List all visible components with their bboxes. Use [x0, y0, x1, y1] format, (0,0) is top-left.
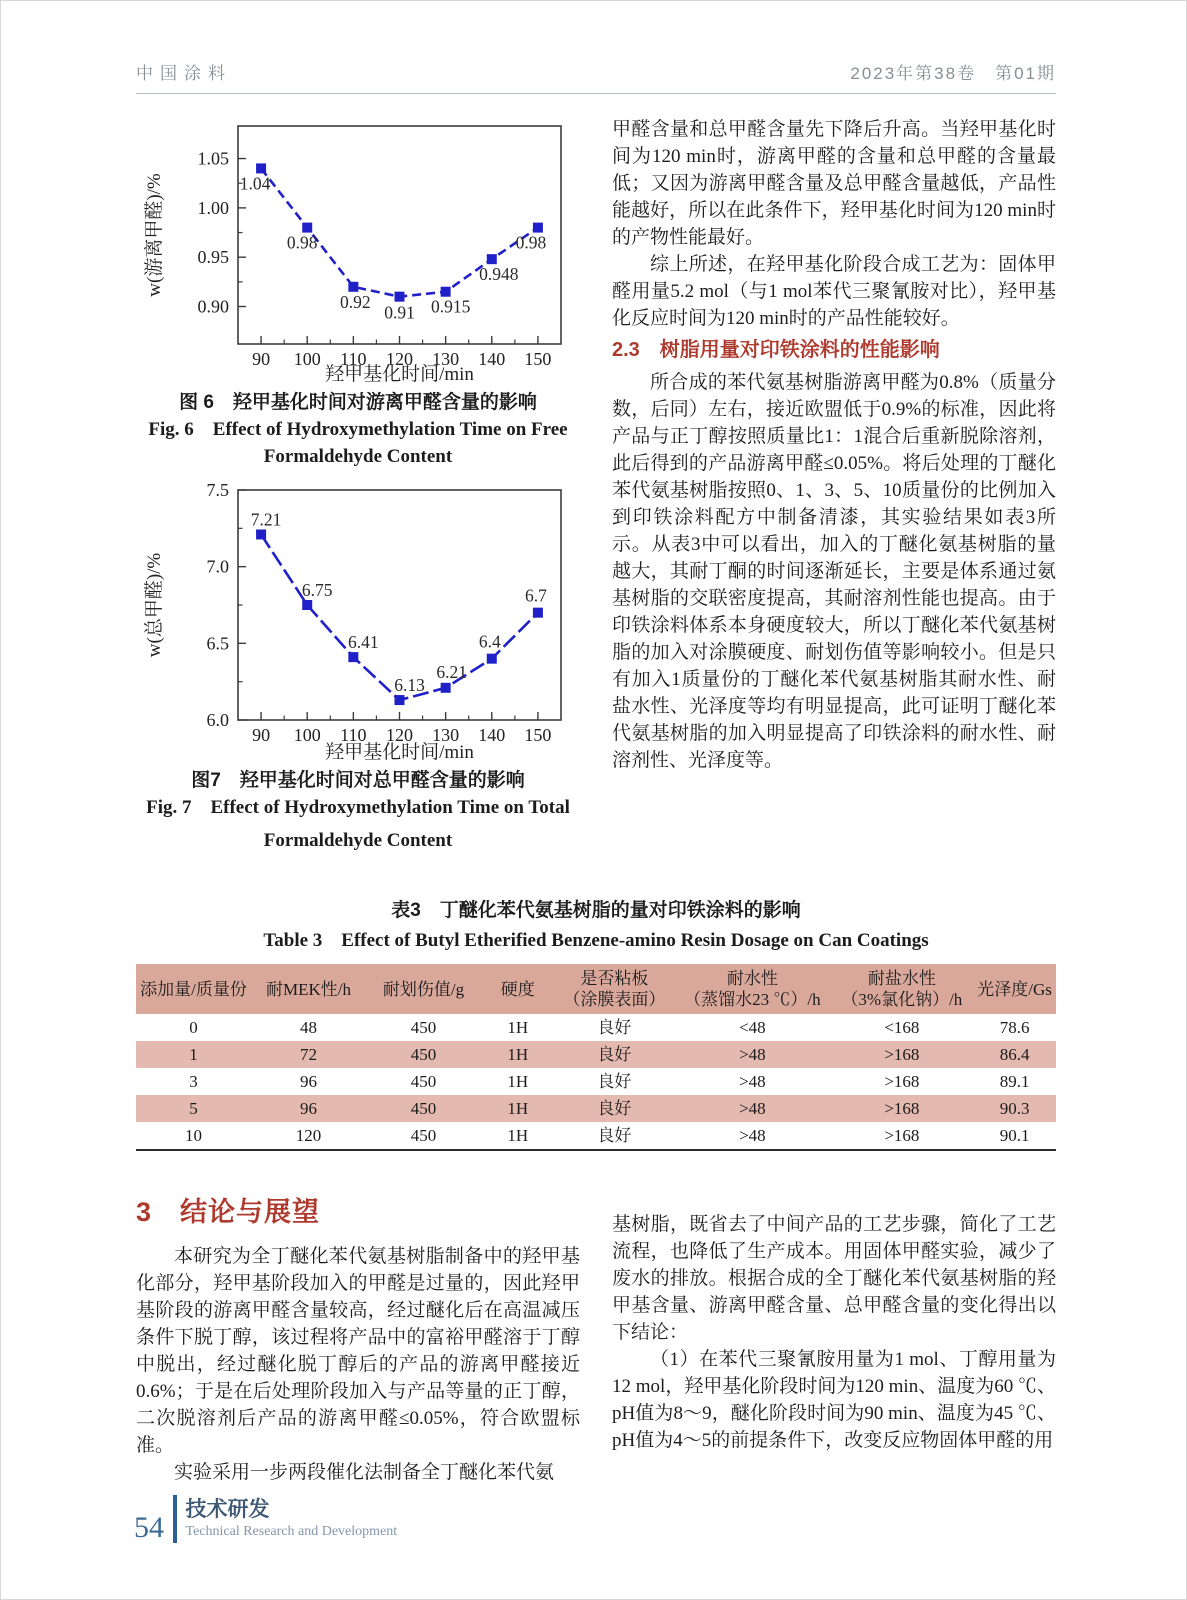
svg-text:90: 90: [252, 349, 271, 369]
table-cell: >168: [884, 1099, 920, 1118]
conclusion-paragraph-2: 实验采用一步两段催化法制备全丁醚化苯代氨: [174, 1462, 555, 1483]
paragraph-continuation: 甲醛含量和总甲醛含量先下降后升高。当羟甲基化时间为120 min时，游离甲醛的含量和总甲醛的含量最低；又因为游离甲醛含量及总甲醛含量越低，产品性能越好，所以在此条件下，羟甲基化时间为120 min时的产物性能最好。: [612, 119, 1056, 248]
table-row: [136, 1095, 1056, 1122]
table-header-cell: 耐划伤值/g: [366, 964, 481, 1014]
svg-text:6.0: 6.0: [206, 710, 229, 730]
table-row: [136, 1014, 1056, 1041]
footer-section: [186, 1497, 398, 1541]
section-2-3-paragraph: 所合成的苯代氨基树脂游离甲醛为0.8%（质量分数，后同）左右，接近欧盟低于0.9%的标准，因此将产品与正丁醇按照质量比1：1混合后重新脱除溶剂，此后得到的产品游离甲醛≤0.05%。将后处理的丁醚化苯代氨基树脂按照0、1、3、5、10质量份的比例加入到印铁涂料配方中制备清漆，其实验结果如表3所示。从表3中可以看出，加入的丁醚化氨基树脂的量越大，其耐丁酮的时间逐渐延长，主要是体系通过氨基树脂的交联密度提高，其耐溶剂性能也提高。由于印铁涂料体系本身硬度较大，所以丁醚化苯代氨基树脂的加入对涂膜硬度、耐划伤值等影响较小。但是只有加入1质量份的丁醚化苯代氨基树脂其耐水性、耐盐水性、光泽度等均有明显提高，此可证明丁醚化苯代氨基树脂的加入明显提高了印铁涂料的耐水性、耐溶剂性、光泽度等。: [612, 372, 1056, 771]
footer-divider: [173, 1495, 177, 1543]
svg-text:6.75: 6.75: [301, 580, 333, 600]
table-3-block: [136, 898, 1056, 1151]
svg-text:0.948: 0.948: [479, 264, 519, 285]
table-cell: >48: [739, 1099, 766, 1118]
table-cell: >48: [739, 1072, 766, 1091]
table-cell: 96: [300, 1072, 317, 1091]
page-number: 54: [134, 1511, 164, 1544]
table-cell: 10: [185, 1126, 202, 1145]
fig6-caption-en-1: Fig. 6 Effect of Hydroxymethylation Time on Free: [148, 419, 568, 440]
conclusion-columns: [136, 1181, 1056, 1486]
fig7-caption-en-2: Formaldehyde Content: [263, 830, 453, 851]
table-cell: 1: [189, 1045, 198, 1064]
table-cell: 良好: [597, 1045, 632, 1064]
table-cell: 0: [189, 1018, 198, 1037]
table-3: [136, 964, 1056, 1151]
table-header-cell: 耐盐水性 （3%氯化钠）/h: [831, 964, 974, 1014]
fig7-caption-en-1: Fig. 7 Effect of Hydroxymethylation Time on Total: [146, 797, 570, 818]
svg-text:6.41: 6.41: [348, 632, 379, 653]
table-cell: >48: [739, 1045, 766, 1064]
table-cell: 90.1: [999, 1126, 1030, 1145]
table-cell: 96: [300, 1099, 317, 1118]
svg-text:w(总甲醛)/%: w(总甲醛)/%: [144, 552, 165, 658]
svg-text:6.21: 6.21: [436, 661, 467, 682]
svg-text:7.5: 7.5: [206, 480, 229, 500]
table-cell: 450: [410, 1018, 437, 1037]
table-header-cell: 硬度: [481, 964, 555, 1014]
table-cell: 120: [295, 1126, 322, 1145]
table-row: [136, 1041, 1056, 1068]
left-column: [136, 116, 580, 854]
svg-text:6.5: 6.5: [206, 633, 229, 654]
svg-text:130: 130: [432, 725, 460, 745]
svg-text:0.90: 0.90: [197, 296, 229, 317]
table-cell: 86.4: [999, 1045, 1030, 1064]
svg-text:6.7: 6.7: [524, 585, 547, 606]
table-3-title-en: Table 3 Effect of Butyl Etherified Benzene-amino Resin Dosage on Can Coatings: [263, 930, 929, 951]
svg-text:130: 130: [432, 349, 460, 369]
svg-text:羟甲基化时间/min: 羟甲基化时间/min: [325, 364, 474, 385]
table-cell: 1H: [507, 1126, 529, 1145]
table-row: [136, 1122, 1056, 1150]
svg-text:6.4: 6.4: [478, 631, 501, 652]
table-cell: 78.6: [999, 1018, 1030, 1037]
fig7-caption-cn: 图7 羟甲基化时间对总甲醛含量的影响: [191, 770, 525, 791]
table-cell: 良好: [597, 1099, 632, 1118]
table-cell: 450: [410, 1072, 437, 1091]
conclusion-paragraph-4: （1）在苯代三聚氰胺用量为1 mol、丁醇用量为12 mol，羟甲基化阶段时间为120 min、温度为60 ℃、pH值为8～9，醚化阶段时间为90 min、温度为45 ℃、pH值为4～5的前提条件下，改变反应物固体甲醛的用: [612, 1349, 1056, 1451]
svg-text:0.92: 0.92: [340, 291, 371, 312]
svg-text:羟甲基化时间/min: 羟甲基化时间/min: [325, 742, 474, 763]
svg-text:120: 120: [386, 349, 413, 369]
section-3-heading: 3 结论与展望: [136, 1197, 321, 1227]
table-cell: 1H: [507, 1045, 529, 1064]
conclusion-right-column: [612, 1181, 1056, 1486]
page-header: [136, 59, 1056, 94]
svg-text:w(游离甲醛)/%: w(游离甲醛)/%: [144, 173, 165, 297]
table-header-cell: 耐水性 （蒸馏水23 ℃）/h: [674, 964, 830, 1014]
paragraph-summary: 综上所述，在羟甲基化阶段合成工艺为：固体甲醛用量5.2 mol（与1 mol苯代三聚氰胺对比），羟甲基化反应时间为120 min时的产品性能较好。: [612, 254, 1056, 329]
svg-text:0.915: 0.915: [430, 296, 471, 317]
section-2-3-heading: 2.3 树脂用量对印铁涂料的性能影响: [612, 339, 940, 361]
fig6-caption-en-2: Formaldehyde Content: [263, 446, 453, 467]
svg-text:0.98: 0.98: [515, 232, 547, 253]
fig6-caption-cn: 图 6 羟甲基化时间对游离甲醛含量的影响: [179, 392, 537, 413]
table-cell: 1H: [507, 1099, 529, 1118]
table-header-cell: 添加量/质量份: [136, 964, 251, 1014]
right-column: [612, 116, 1056, 854]
footer-section-cn: 技术研发: [185, 1498, 270, 1521]
table-cell: 90.3: [999, 1099, 1030, 1118]
page-footer: [134, 1495, 397, 1543]
table-cell: 89.1: [999, 1072, 1030, 1091]
table-cell: >168: [884, 1072, 920, 1091]
svg-text:0.95: 0.95: [197, 247, 229, 268]
fig7-line-chart: [143, 478, 573, 766]
svg-text:100: 100: [293, 725, 321, 745]
svg-text:140: 140: [478, 725, 506, 745]
svg-text:0.98: 0.98: [286, 232, 318, 253]
table-header-cell: 光泽度/Gs: [973, 964, 1056, 1014]
conclusion-left-column: [136, 1181, 580, 1486]
svg-text:7.0: 7.0: [206, 556, 229, 577]
table-cell: 48: [300, 1018, 317, 1037]
svg-text:150: 150: [524, 349, 552, 369]
table-cell: >168: [884, 1045, 920, 1064]
table-cell: 450: [410, 1126, 437, 1145]
svg-text:1.04: 1.04: [239, 173, 271, 194]
fig6-line-chart: [143, 116, 573, 388]
figure-6: [136, 116, 580, 470]
svg-text:110: 110: [340, 349, 367, 369]
table-cell: 良好: [597, 1126, 632, 1145]
svg-text:1.00: 1.00: [197, 197, 229, 218]
svg-text:120: 120: [386, 725, 413, 745]
table-cell: 1H: [507, 1018, 529, 1037]
svg-text:140: 140: [478, 349, 506, 369]
upper-columns: [136, 116, 1056, 854]
svg-text:7.21: 7.21: [250, 509, 282, 530]
table-cell: 良好: [597, 1072, 632, 1091]
svg-text:110: 110: [340, 725, 367, 745]
issue-info: 2023年第38卷 第01期: [850, 64, 1056, 83]
conclusion-paragraph-1: 本研究为全丁醚化苯代氨基树脂制备中的羟甲基化部分，羟甲基阶段加入的甲醛是过量的，因此羟甲基阶段的游离甲醛含量较高，经过醚化后在高温减压条件下脱丁醇，该过程将产品中的富裕甲醛溶于丁醇中脱出，经过醚化脱丁醇后的产品的游离甲醛接近0.6%；于是在后处理阶段加入与产品等量的正丁醇，二次脱溶剂后产品的游离甲醛≤0.05%，符合欧盟标准。: [136, 1246, 580, 1456]
table-cell: 450: [410, 1045, 437, 1064]
journal-title: 中国涂料: [136, 64, 232, 83]
svg-text:150: 150: [524, 725, 552, 745]
conclusion-paragraph-3: 基树脂，既省去了中间产品的工艺步骤，简化了工艺流程，也降低了生产成本。用固体甲醛实验，减少了废水的排放。根据合成的全丁醚化苯代氨基树脂的羟甲基含量、游离甲醛含量、总甲醛含量的变化得出以下结论：: [612, 1214, 1056, 1343]
svg-text:90: 90: [252, 725, 271, 745]
table-cell: <168: [884, 1018, 920, 1037]
svg-text:1.05: 1.05: [197, 148, 229, 169]
table-header-cell: 是否粘板 （涂膜表面）: [555, 964, 675, 1014]
svg-text:6.13: 6.13: [394, 675, 425, 696]
table-header-cell: 耐MEK性/h: [251, 964, 366, 1014]
table-3-title-cn: 表3 丁醚化苯代氨基树脂的量对印铁涂料的影响: [391, 900, 801, 921]
footer-section-en: Technical Research and Development: [185, 1524, 398, 1539]
figure-7: [136, 478, 580, 854]
table-cell: >48: [739, 1126, 766, 1145]
table-cell: 5: [189, 1099, 198, 1118]
svg-text:100: 100: [293, 349, 321, 369]
table-cell: 1H: [507, 1072, 529, 1091]
table-cell: <48: [739, 1018, 766, 1037]
table-cell: >168: [884, 1126, 920, 1145]
table-row: [136, 1068, 1056, 1095]
table-cell: 3: [189, 1072, 198, 1091]
table-cell: 72: [300, 1045, 317, 1064]
table-cell: 良好: [597, 1018, 632, 1037]
table-cell: 450: [410, 1099, 437, 1118]
svg-text:0.91: 0.91: [384, 302, 415, 323]
table-header-row: [136, 964, 1056, 1014]
